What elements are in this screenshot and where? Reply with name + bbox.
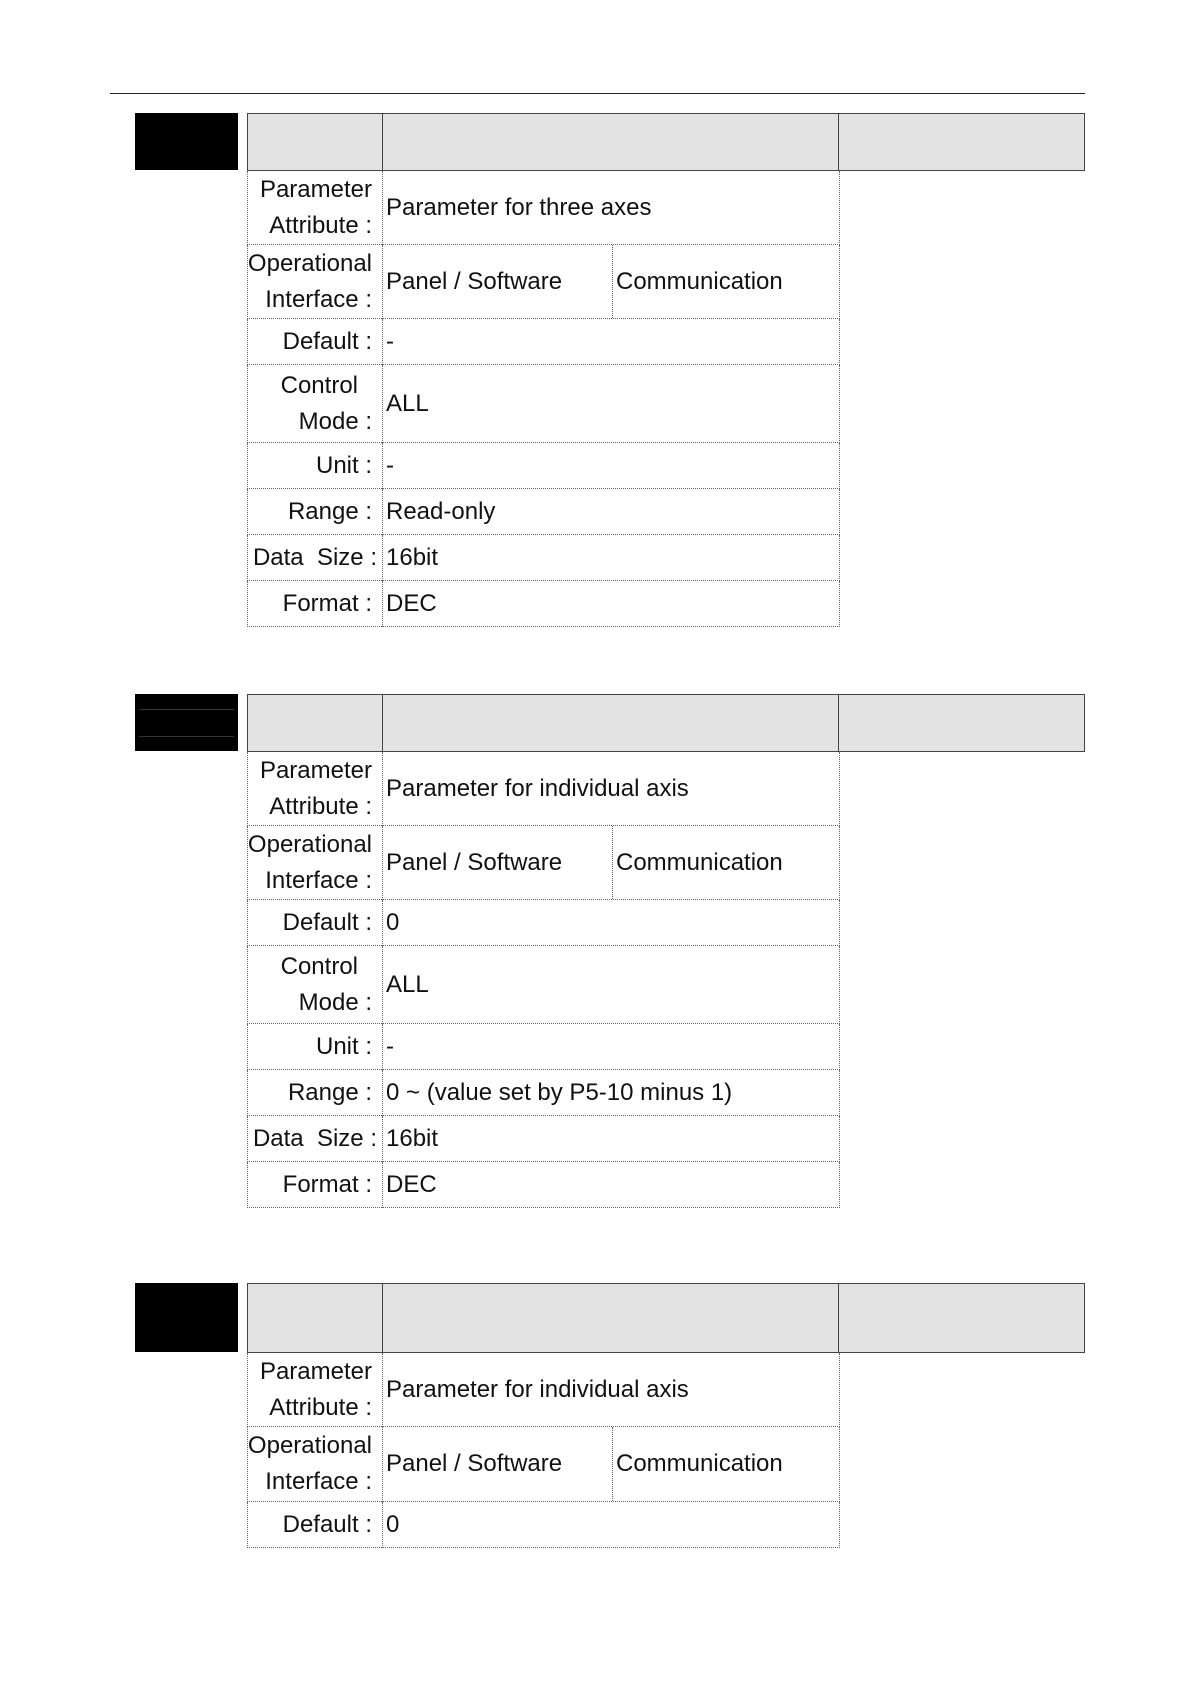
label-operational-interface	[247, 245, 382, 319]
row-parameter-attribute	[247, 171, 840, 245]
label-line: Unit :	[315, 451, 372, 479]
value-operational-interface	[382, 245, 840, 319]
label-line: Default :	[282, 327, 372, 355]
row-operational-interface	[247, 826, 840, 900]
value-range: 0 ~ (value set by P5-10 minus 1)	[382, 1070, 840, 1116]
page-top-rule	[110, 93, 1085, 94]
parameter-code-box	[135, 113, 238, 170]
row-range	[247, 489, 840, 535]
row-data-size	[247, 535, 840, 581]
row-control-mode	[247, 365, 840, 443]
label-operational-interface	[247, 1427, 382, 1502]
label-line: Interface :	[265, 866, 372, 894]
label-range	[247, 1070, 382, 1116]
value-format: DEC	[382, 581, 840, 627]
row-operational-interface	[247, 245, 840, 319]
value-format: DEC	[382, 1162, 840, 1208]
value-control-mode: ALL	[382, 946, 840, 1024]
row-format	[247, 581, 840, 627]
label-line: Default :	[282, 908, 372, 936]
value-parameter-attribute: Parameter for individual axis	[382, 1353, 840, 1427]
label-format	[247, 1162, 382, 1208]
value-range: Read-only	[382, 489, 840, 535]
label-line: Control	[280, 952, 358, 980]
label-default	[247, 1502, 382, 1548]
row-unit	[247, 1024, 840, 1070]
label-line: Parameter	[259, 1357, 372, 1385]
label-line: Interface :	[265, 1468, 372, 1495]
label-parameter-attribute	[247, 752, 382, 826]
header-cell-title	[382, 1283, 839, 1353]
label-line: Data Size :	[252, 1124, 377, 1152]
value-default: 0	[382, 900, 840, 946]
label-default	[247, 319, 382, 365]
label-line: Interface :	[265, 285, 372, 313]
label-line: Data Size :	[252, 543, 377, 571]
label-line: Range :	[287, 497, 372, 525]
label-line: Unit :	[315, 1032, 372, 1060]
label-data-size	[247, 1116, 382, 1162]
label-line: Operational	[247, 249, 372, 277]
label-unit	[247, 1024, 382, 1070]
row-default	[247, 319, 840, 365]
row-parameter-attribute	[247, 1353, 840, 1427]
value-unit: -	[382, 443, 840, 489]
value-parameter-attribute: Parameter for three axes	[382, 171, 840, 245]
value-communication: Communication	[612, 1427, 783, 1501]
value-panel-software: Panel / Software	[386, 848, 563, 876]
label-line: Range :	[287, 1078, 372, 1106]
row-range	[247, 1070, 840, 1116]
label-line: Parameter	[259, 175, 372, 203]
header-cell-address	[838, 694, 1085, 752]
row-format	[247, 1162, 840, 1208]
label-line: Mode :	[298, 988, 372, 1016]
label-parameter-attribute	[247, 171, 382, 245]
header-cell-address	[838, 113, 1085, 171]
value-operational-interface	[382, 1427, 840, 1502]
row-default	[247, 900, 840, 946]
label-line: Parameter	[259, 756, 372, 784]
header-cell-name	[247, 113, 383, 171]
value-operational-interface	[382, 826, 840, 900]
header-cell-name	[247, 1283, 383, 1353]
parameter-code-box	[135, 1283, 238, 1352]
label-control-mode	[247, 946, 382, 1024]
label-line: Operational	[247, 1432, 372, 1459]
label-format	[247, 581, 382, 627]
row-control-mode	[247, 946, 840, 1024]
label-range	[247, 489, 382, 535]
row-operational-interface	[247, 1427, 840, 1502]
value-panel-software: Panel / Software	[386, 1450, 563, 1477]
label-operational-interface	[247, 826, 382, 900]
label-line: Default :	[282, 1510, 372, 1538]
value-default: 0	[382, 1502, 840, 1548]
label-default	[247, 900, 382, 946]
value-data-size: 16bit	[382, 535, 840, 581]
label-line: Attribute :	[269, 1393, 372, 1421]
label-line: Format :	[282, 1170, 372, 1198]
label-line: Format :	[282, 589, 372, 617]
value-control-mode: ALL	[382, 365, 840, 443]
label-line: Mode :	[298, 407, 372, 435]
label-control-mode	[247, 365, 382, 443]
label-parameter-attribute	[247, 1353, 382, 1427]
header-cell-address	[838, 1283, 1085, 1353]
label-line: Attribute :	[269, 792, 372, 820]
header-cell-title	[382, 113, 839, 171]
row-default	[247, 1502, 840, 1548]
value-parameter-attribute: Parameter for individual axis	[382, 752, 840, 826]
header-cell-name	[247, 694, 383, 752]
value-panel-software: Panel / Software	[386, 267, 563, 295]
label-unit	[247, 443, 382, 489]
value-data-size: 16bit	[382, 1116, 840, 1162]
value-unit: -	[382, 1024, 840, 1070]
label-line: Control	[280, 371, 358, 399]
row-data-size	[247, 1116, 840, 1162]
header-cell-title	[382, 694, 839, 752]
value-communication: Communication	[612, 826, 783, 899]
row-parameter-attribute	[247, 752, 840, 826]
label-data-size	[247, 535, 382, 581]
value-default: -	[382, 319, 840, 365]
row-unit	[247, 443, 840, 489]
value-communication: Communication	[612, 245, 783, 318]
label-line: Attribute :	[269, 211, 372, 239]
parameter-code-box	[135, 694, 238, 751]
label-line: Operational	[247, 830, 372, 858]
